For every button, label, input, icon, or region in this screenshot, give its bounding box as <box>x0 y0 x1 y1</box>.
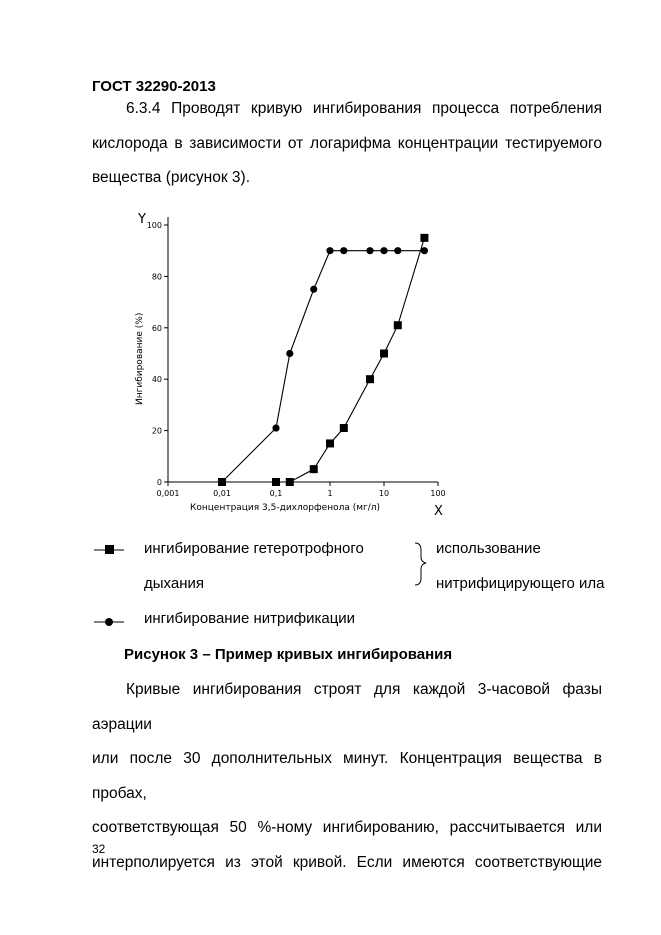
body-line-1: Кривые ингибирования строят для каждой 3-часовой фазы аэрации <box>92 681 602 733</box>
body-line-3: соответствующая 50 %-ному ингибированию, рассчитывается или <box>92 819 602 837</box>
data-point-circle <box>380 247 387 254</box>
legend-brace-label-1: использование <box>436 540 541 557</box>
legend-brace-label-2: нитрифицирующего ила <box>436 575 605 592</box>
x-axis-letter: X <box>434 504 443 519</box>
series-line-nitrification <box>222 251 424 482</box>
y-axis-label: Ингибирование (%) <box>135 312 145 405</box>
chart-series <box>218 234 428 486</box>
document-header: ГОСТ 32290-2013 <box>92 78 216 95</box>
legend-circle-marker <box>92 612 132 632</box>
x-tick-label: 10 <box>378 489 390 498</box>
data-point-square <box>366 375 374 383</box>
x-tick-label: 0,001 <box>156 489 180 498</box>
intro-line-1: 6.3.4 Проводят кривую ингибирования процесса потребления <box>126 100 602 117</box>
x-axis-label: Концентрация 3,5-дихлорфенола (мг/л) <box>190 503 381 513</box>
y-tick-label: 40 <box>151 375 162 385</box>
data-point-circle <box>272 424 279 431</box>
body-line-4: интерполируется из этой кривой. Если имеются соответствующие <box>92 853 602 871</box>
x-tick-label: 1 <box>327 489 333 498</box>
inhibition-chart <box>120 205 460 525</box>
page-number: 32 <box>92 842 106 856</box>
data-point-square <box>310 465 318 473</box>
y-tick-label: 60 <box>151 323 162 333</box>
data-point-square <box>420 234 428 242</box>
data-point-circle <box>394 247 401 254</box>
y-axis-letter: Y <box>138 212 146 227</box>
legend-brace <box>412 540 432 590</box>
data-point-square <box>286 478 294 486</box>
legend-circle-label: ингибирование нитрификации <box>144 610 356 627</box>
x-tick-label: 100 <box>430 489 446 498</box>
data-point-square <box>394 321 402 329</box>
intro-line-2: кислорода в зависимости от логарифма концентрации тестируемого <box>92 134 602 152</box>
x-tick-label: 0,1 <box>269 489 283 498</box>
data-point-circle <box>218 478 225 485</box>
chart-axes <box>168 217 438 482</box>
x-tick-label: 0,01 <box>213 489 231 498</box>
data-point-circle <box>366 247 373 254</box>
intro-line-3: вещества (рисунок 3). <box>92 169 251 187</box>
figure-caption: Рисунок 3 – Пример кривых ингибирования <box>124 646 453 663</box>
body-paragraph <box>92 673 602 881</box>
y-tick-label: 20 <box>151 426 162 436</box>
data-point-circle <box>326 247 333 254</box>
data-point-square <box>380 350 388 358</box>
body-line-2: или после 30 дополнительных минут. Концентрация вещества в пробах, <box>92 750 602 802</box>
series-line-heterotrophic <box>222 238 424 482</box>
data-point-square <box>326 439 334 447</box>
data-point-circle <box>340 247 347 254</box>
data-point-circle <box>286 350 293 357</box>
data-point-circle <box>310 286 317 293</box>
legend-square-marker <box>92 540 132 560</box>
y-tick-label: 80 <box>151 272 162 282</box>
data-point-square <box>272 478 280 486</box>
data-point-circle <box>421 247 428 254</box>
y-tick-label: 100 <box>146 221 162 230</box>
legend-square-label-1: ингибирование гетеротрофного <box>144 540 364 557</box>
intro-paragraph <box>92 92 602 196</box>
y-tick-label: 0 <box>156 478 162 487</box>
chart-ticks <box>147 221 446 498</box>
legend-square-label-2: дыхания <box>144 575 204 592</box>
data-point-square <box>340 424 348 432</box>
